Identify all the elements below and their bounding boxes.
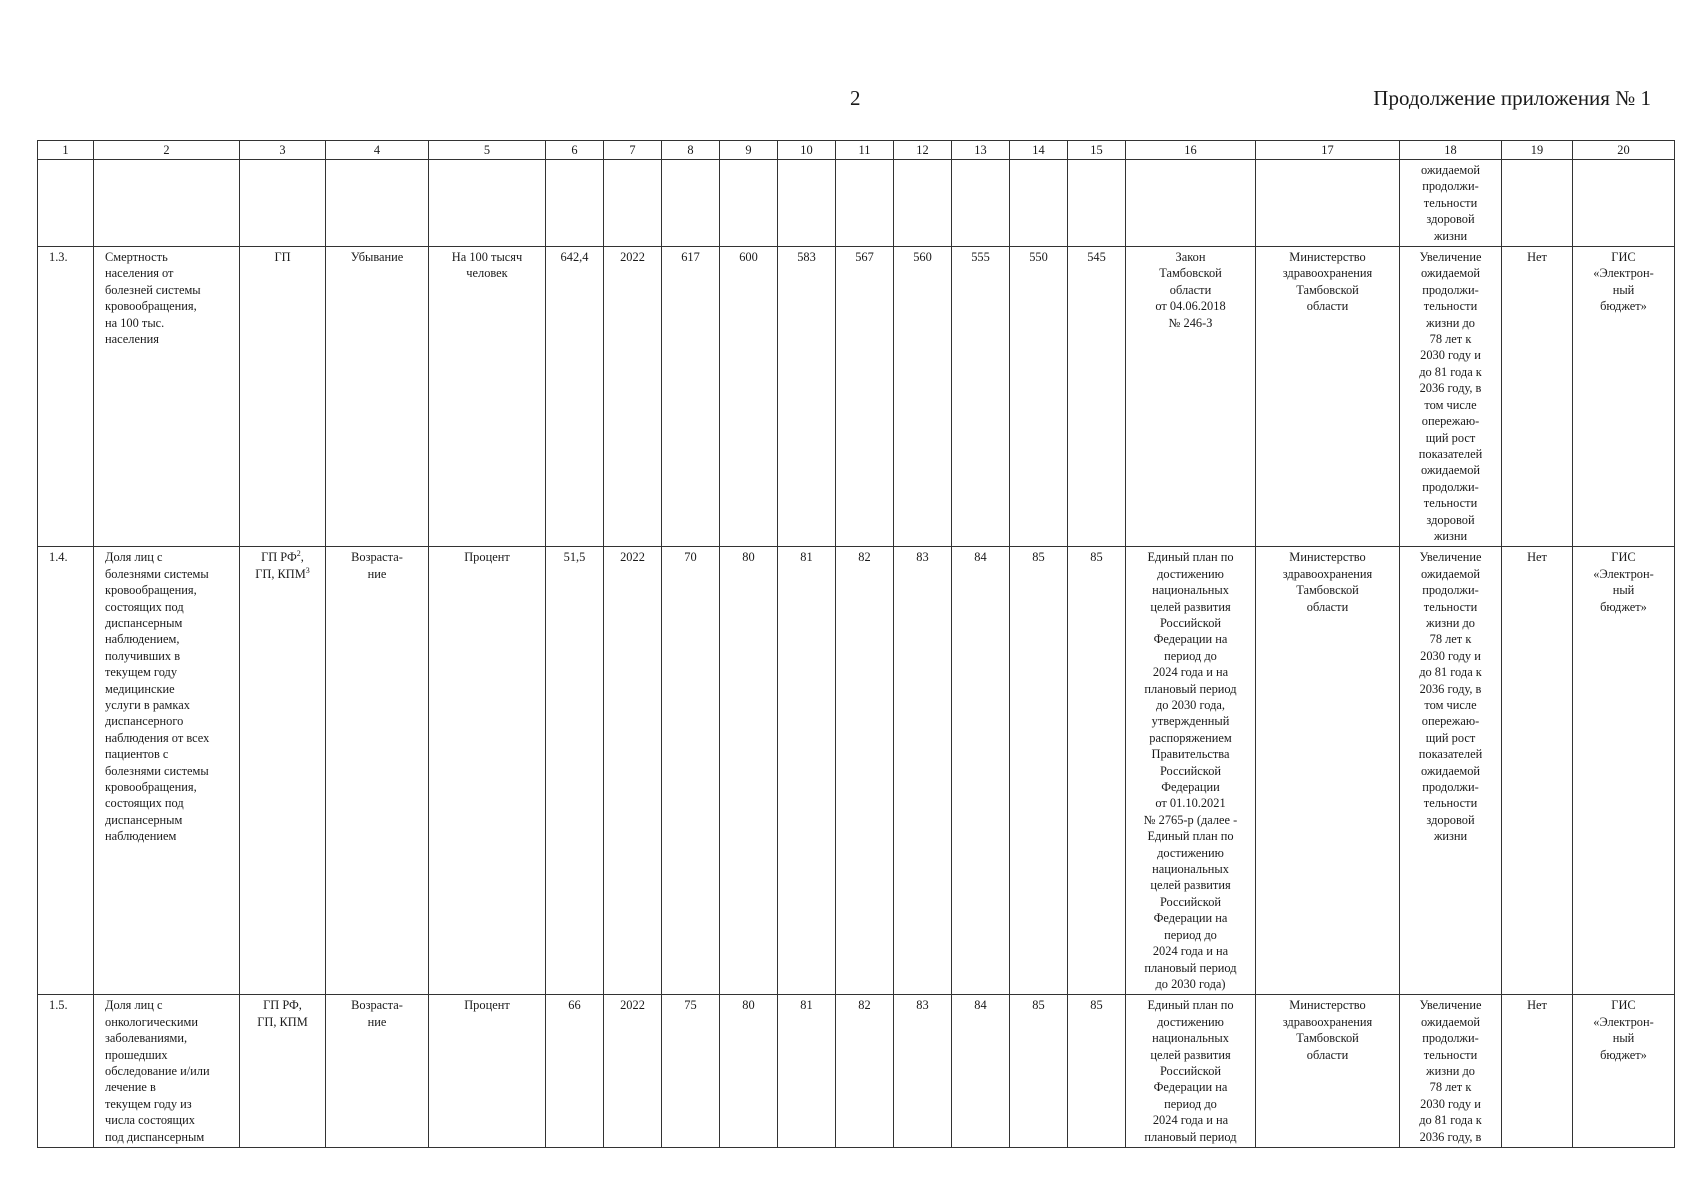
table-cell (240, 547, 326, 995)
table-cell (952, 547, 1010, 995)
table-cell (1068, 547, 1126, 995)
table-cell (429, 247, 546, 547)
cell-text: Доля лиц с болезнями системы кровообращения, состоящих под диспансерным наблюдением, получивших в текущем году медицинские услуги в рамках диспансерного наблюдения от всех пациентов с болезнями системы кровообращения, состоящих под диспансерным наблюдением (105, 550, 210, 844)
table-cell (38, 547, 94, 995)
column-number: 8 (662, 141, 720, 160)
column-number: 19 (1502, 141, 1573, 160)
table-cell (662, 547, 720, 995)
cell-text: Закон Тамбовской области от 04.06.2018 № 246-З (1155, 250, 1226, 330)
table-cell (720, 547, 778, 995)
table-cell (952, 160, 1010, 247)
cell-text: 600 (739, 250, 758, 265)
table-cell (1010, 160, 1068, 247)
table-cell (952, 247, 1010, 547)
column-number: 4 (326, 141, 429, 160)
table-cell (604, 247, 662, 547)
continuation-title: Продолжение приложения № 1 (1373, 86, 1651, 110)
table-cell (240, 995, 326, 1148)
table-cell (1010, 995, 1068, 1148)
table-cell (546, 995, 604, 1148)
table-cell (778, 160, 836, 247)
cell-text: ГИС «Электрон- ный бюджет» (1593, 550, 1654, 614)
cell-text: Министерство здравоохранения Тамбовской области (1282, 998, 1373, 1062)
cell-text: 70 (684, 550, 697, 565)
table-cell (1068, 995, 1126, 1148)
cell-text: Министерство здравоохранения Тамбовской области (1282, 250, 1373, 314)
cell-text: Убывание (350, 250, 404, 265)
table-cell (429, 160, 546, 247)
table-cell (604, 995, 662, 1148)
table-cell (952, 995, 1010, 1148)
indicators-table (37, 140, 1675, 1148)
table-cell (604, 547, 662, 995)
table-cell (836, 247, 894, 547)
table-cell (326, 547, 429, 995)
cell-text: 555 (971, 250, 990, 265)
column-number-row (38, 141, 1675, 160)
cell-text: 51,5 (563, 550, 586, 565)
table-cell (1502, 247, 1573, 547)
table-cell (1126, 995, 1256, 1148)
cell-text: ГИС «Электрон- ный бюджет» (1593, 998, 1654, 1062)
cell-text: ГП РФ, ГП, КПМ (257, 998, 308, 1029)
cell-text: 1.3. (49, 250, 68, 265)
table-cell (1400, 247, 1502, 547)
table-cell (778, 547, 836, 995)
cell-text: 85 (1032, 550, 1045, 565)
footnote-marker: 2 (296, 549, 301, 559)
table-cell (326, 160, 429, 247)
table-cell (720, 995, 778, 1148)
table-cell (1502, 160, 1573, 247)
cell-text: 2022 (620, 998, 645, 1013)
column-number: 16 (1126, 141, 1256, 160)
cell-text: 66 (568, 998, 581, 1013)
table-cell (1068, 160, 1126, 247)
table-cell (38, 160, 94, 247)
table-cell (546, 547, 604, 995)
cell-text: Увеличение ожидаемой продолжи- тельности жизни до 78 лет к 2030 году и до 81 года к 2036 году, в том числе опережаю- щий рост показателей ожидаемой продолжи- тельности здоровой жизни (1418, 550, 1483, 844)
column-number: 2 (94, 141, 240, 160)
cell-text: 2022 (620, 250, 645, 265)
cell-text: Возраста- ние (351, 550, 403, 581)
cell-text: ГП (274, 250, 291, 265)
cell-text: Нет (1527, 550, 1547, 565)
table-cell (720, 160, 778, 247)
cell-text: На 100 тысяч человек (451, 250, 523, 281)
table-cell (1502, 547, 1573, 995)
cell-text: Нет (1527, 250, 1547, 265)
table-cell (240, 160, 326, 247)
cell-text: 85 (1090, 998, 1103, 1013)
cell-text: Доля лиц с онкологическими заболеваниями, прошедших обследование и/или лечение в текущем году из числа состоящих под диспансерным (105, 998, 210, 1144)
table-cell (326, 995, 429, 1148)
table-row (38, 547, 1675, 995)
cell-text: 83 (916, 550, 929, 565)
cell-text: 2022 (620, 550, 645, 565)
table-cell (1126, 247, 1256, 547)
table-cell (1010, 247, 1068, 547)
table-cell (94, 160, 240, 247)
cell-text: 75 (684, 998, 697, 1013)
column-number: 9 (720, 141, 778, 160)
table-cell (1256, 247, 1400, 547)
table-cell (1126, 160, 1256, 247)
cell-text: 1.5. (49, 998, 68, 1013)
table-cell (836, 160, 894, 247)
table-row (38, 995, 1675, 1148)
cell-text: Министерство здравоохранения Тамбовской области (1282, 550, 1373, 614)
table-cell (894, 547, 952, 995)
table-cell (778, 995, 836, 1148)
column-number: 10 (778, 141, 836, 160)
table-cell (1126, 547, 1256, 995)
cell-text: 84 (974, 998, 987, 1013)
column-number: 1 (38, 141, 94, 160)
table-cell (1256, 160, 1400, 247)
column-number: 12 (894, 141, 952, 160)
table-cell (546, 160, 604, 247)
table-cell (38, 995, 94, 1148)
table-cell (1573, 247, 1675, 547)
cell-text: 617 (681, 250, 700, 265)
table-cell (836, 547, 894, 995)
column-number: 11 (836, 141, 894, 160)
cell-text: 567 (855, 250, 874, 265)
column-number: 7 (604, 141, 662, 160)
table-cell (1573, 995, 1675, 1148)
table-cell (662, 160, 720, 247)
table-cell (662, 247, 720, 547)
column-number: 5 (429, 141, 546, 160)
table-cell (894, 160, 952, 247)
table-cell (429, 547, 546, 995)
cell-text: 560 (913, 250, 932, 265)
column-number: 3 (240, 141, 326, 160)
cell-text: 85 (1032, 998, 1045, 1013)
table-cell (1068, 247, 1126, 547)
cell-text: 81 (800, 550, 813, 565)
cell-text: 80 (742, 550, 755, 565)
cell-text: 80 (742, 998, 755, 1013)
cell-text: 83 (916, 998, 929, 1013)
cell-text: ГП РФ (261, 550, 297, 565)
cell-text: 85 (1090, 550, 1103, 565)
cell-text: 81 (800, 998, 813, 1013)
table-cell (94, 995, 240, 1148)
table-cell (1573, 547, 1675, 995)
column-number: 14 (1010, 141, 1068, 160)
column-number: 18 (1400, 141, 1502, 160)
cell-text: , ГП, КПМ (255, 550, 306, 581)
cell-text: Единый план по достижению национальных целей развития Российской Федерации на период до 2024 года и на плановый период до 2030 года, утвержденный распоряжением Правительства Российской Федерации от 01.10.2021 № 2765-р (далее - Единый план по достижению национальных целей развития Российской Федерации на период до 2024 года и на плановый период до 2030 года) (1143, 550, 1238, 991)
table-cell (1256, 995, 1400, 1148)
table-cell (604, 160, 662, 247)
table-cell (546, 247, 604, 547)
table-cell (1400, 160, 1502, 247)
table-cell (778, 247, 836, 547)
table-cell (720, 247, 778, 547)
table-row (38, 160, 1675, 247)
column-number: 20 (1573, 141, 1675, 160)
cell-text: Смертность населения от болезней системы кровообращения, на 100 тыс. населения (105, 250, 201, 347)
table-cell (240, 247, 326, 547)
table-cell (94, 547, 240, 995)
table-body (38, 141, 1675, 1148)
table-cell (38, 247, 94, 547)
table-cell (662, 995, 720, 1148)
table-cell (94, 247, 240, 547)
cell-text: 583 (797, 250, 816, 265)
cell-text: 82 (858, 550, 871, 565)
table-cell (1400, 547, 1502, 995)
table-cell (1010, 547, 1068, 995)
table-cell (1256, 547, 1400, 995)
table-cell (429, 995, 546, 1148)
column-number: 13 (952, 141, 1010, 160)
cell-text: Увеличение ожидаемой продолжи- тельности жизни до 78 лет к 2030 году и до 81 года к 2036 году, в (1419, 998, 1482, 1144)
cell-text: 84 (974, 550, 987, 565)
table-row (38, 247, 1675, 547)
page-number: 2 (850, 86, 861, 110)
column-number: 15 (1068, 141, 1126, 160)
cell-text: Возраста- ние (351, 998, 403, 1029)
cell-text: ожидаемой продолжи- тельности здоровой жизни (1420, 163, 1481, 243)
cell-text: Нет (1527, 998, 1547, 1013)
cell-text: 545 (1087, 250, 1106, 265)
table-cell (836, 995, 894, 1148)
cell-text: 82 (858, 998, 871, 1013)
cell-text: 642,4 (560, 250, 589, 265)
cell-text: Увеличение ожидаемой продолжи- тельности жизни до 78 лет к 2030 году и до 81 года к 2036 году, в том числе опережаю- щий рост показателей ожидаемой продолжи- тельности здоровой жизни (1418, 250, 1483, 543)
cell-text: ГИС «Электрон- ный бюджет» (1593, 250, 1654, 314)
table-cell (326, 247, 429, 547)
table-cell (1502, 995, 1573, 1148)
cell-text: Процент (464, 998, 510, 1013)
column-number: 6 (546, 141, 604, 160)
cell-text: Единый план по достижению национальных целей развития Российской Федерации на период до 2024 года и на плановый период (1144, 998, 1237, 1144)
table-cell (894, 247, 952, 547)
table-cell (894, 995, 952, 1148)
table-cell (1573, 160, 1675, 247)
footnote-marker: 3 (305, 565, 310, 575)
column-number: 17 (1256, 141, 1400, 160)
cell-text: 550 (1029, 250, 1048, 265)
cell-text: Процент (464, 550, 510, 565)
cell-text: 1.4. (49, 550, 68, 565)
table-cell (1400, 995, 1502, 1148)
